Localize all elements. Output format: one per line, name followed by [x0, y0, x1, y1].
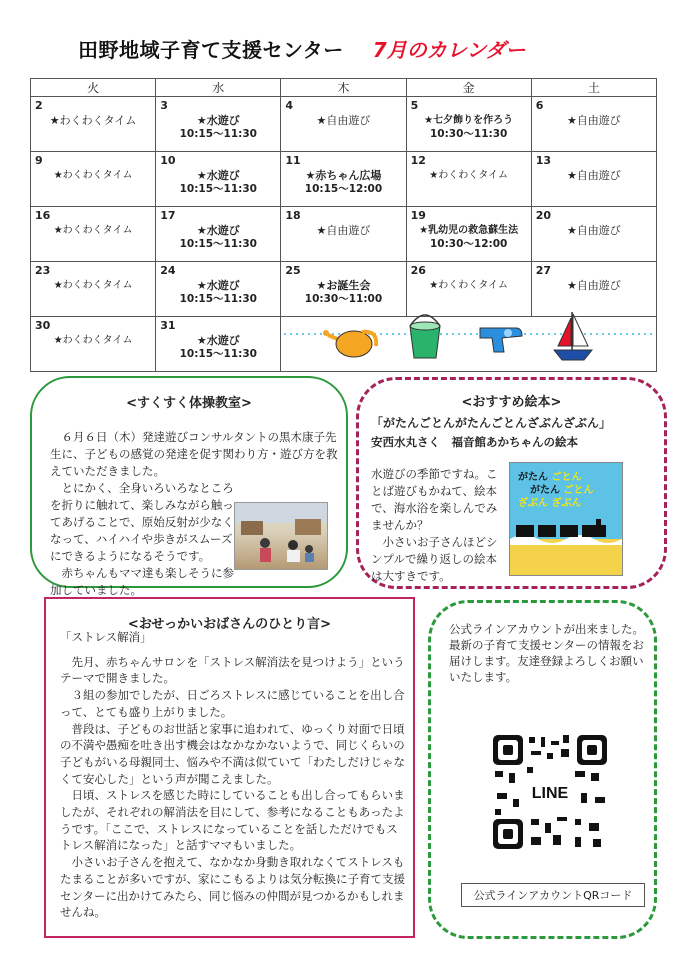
- calendar-day: [531, 152, 656, 207]
- calendar-week: [31, 97, 657, 152]
- calendar-day: [531, 97, 656, 152]
- day-event: ★赤ちゃん広場: [305, 169, 382, 182]
- summer-decorations: [282, 308, 657, 364]
- calendar-week: [31, 152, 657, 207]
- gym-paragraph: とにかく、全身いろいろなところを折りに触れて、楽しみながら触ってあげることで、原始反射が少なくなって、ハイハイや歩きがスムーズにできるようになるそうです。: [50, 481, 234, 563]
- calendar-day: [281, 207, 406, 262]
- book-panel: [356, 377, 667, 589]
- water-gun-icon: [480, 328, 522, 352]
- day-time: 10:15～11:30: [179, 348, 257, 360]
- calendar-day: [31, 262, 156, 317]
- calendar-week: [31, 207, 657, 262]
- weekday-fri: 金: [406, 79, 531, 97]
- book-panel-heading: <おすすめ絵本>: [461, 395, 562, 410]
- day-number: 5: [410, 99, 419, 112]
- day-number: 27: [535, 264, 552, 277]
- train-illustration: [510, 515, 622, 575]
- cover-word: がたん: [530, 485, 560, 496]
- day-event: ★わくわくタイム: [429, 280, 509, 291]
- calendar-day: [156, 207, 281, 262]
- calendar-day: [156, 152, 281, 207]
- day-number: 18: [285, 209, 301, 222]
- day-time: 10:15～11:30: [179, 183, 257, 195]
- calendar-day: [156, 317, 281, 372]
- day-number: 4: [285, 99, 294, 112]
- cover-word: ざぶん: [518, 498, 548, 509]
- day-event: ★わくわくタイム: [53, 225, 133, 236]
- weekday-tue: 火: [31, 79, 156, 97]
- day-number: 19: [410, 209, 426, 222]
- day-number: 13: [535, 154, 552, 167]
- day-time: 10:15～11:30: [179, 293, 257, 305]
- day-event: ★わくわくタイム: [53, 335, 133, 346]
- sailboat-icon: [554, 312, 592, 360]
- day-time: 10:30～11:00: [304, 293, 383, 305]
- line-account-panel: [428, 600, 657, 939]
- line-logo-text: LINE: [531, 785, 569, 802]
- gym-class-panel: [30, 376, 348, 597]
- day-event: ★自由遊び: [316, 224, 371, 237]
- calendar-day: [31, 207, 156, 262]
- day-event: ★自由遊び: [566, 279, 621, 292]
- column-paragraph: 普段は、子どものお世話と家事に追われて、ゆっくり対面で日頃の不満や愚痴を吐き出す機会はなかなかないようで、同じくらいの子どもがいる母親同士、悩みや不満は似ていて「わたしだけじゃなくて安心した」という声が聞こえました。: [60, 721, 405, 786]
- day-event: ★自由遊び: [316, 114, 371, 127]
- day-time: 10:30～12:00: [429, 238, 508, 250]
- day-number: 11: [285, 154, 301, 167]
- book-cover: [509, 462, 623, 576]
- gym-class-title: <すくすく体操教室>: [126, 396, 252, 411]
- calendar-day: [281, 97, 406, 152]
- book-paragraph: 小さいお子さんほどシンプルで繰り返しの絵本は大すきです。: [371, 535, 498, 583]
- column-paragraph: ３組の参加でしたが、日ごろストレスに感じていることを出し合って、とても盛り上がりました。: [60, 688, 405, 719]
- bucket-icon: [410, 315, 440, 358]
- day-event: ★わくわくタイム: [53, 280, 133, 291]
- day-event: ★自由遊び: [566, 224, 621, 237]
- day-number: 30: [35, 319, 51, 332]
- day-number: 10: [160, 154, 176, 167]
- day-time: 10:15～12:00: [304, 183, 383, 195]
- header: [78, 34, 525, 63]
- day-number: 17: [160, 209, 176, 222]
- calendar-day: [406, 152, 531, 207]
- weekday-wed: 水: [156, 79, 281, 97]
- book-paragraph: 水遊びの季節ですね。ことば遊びもかねて、絵本で、海水浴を楽しんでみませんか？: [371, 467, 498, 532]
- day-number: 9: [35, 154, 43, 167]
- day-event: ★自由遊び: [566, 114, 621, 127]
- weekday-header-row: [31, 79, 657, 97]
- book-body: [371, 466, 499, 585]
- line-qr-code[interactable]: [491, 733, 609, 851]
- day-event: ★七夕飾りを作ろう: [424, 115, 514, 126]
- day-number: 26: [410, 264, 426, 277]
- day-number: 24: [160, 264, 176, 277]
- center-name: 田野地域子育て支援センター: [78, 38, 344, 62]
- gym-paragraph: ６月６日（木）発達遊びコンサルタントの黒木康子先生に、子どもの感覚の発達を促す関わり方・遊び方を教えていただきました。: [50, 430, 338, 478]
- day-number: 25: [285, 264, 301, 277]
- cover-word: ごとん: [551, 472, 582, 483]
- weekday-sat: 土: [531, 79, 656, 97]
- calendar-day: [531, 207, 656, 262]
- book-author: 安西水丸さく 福音館あかちゃんの絵本: [371, 435, 578, 449]
- day-event: ★わくわくタイム: [49, 114, 137, 127]
- column-paragraph: 先月、赤ちゃんサロンを「ストレス解消法を見つけよう」というテーマで開きました。: [60, 654, 405, 686]
- day-time: 10:15～11:30: [179, 238, 257, 250]
- column-paragraph: 日頃、ストレスを感じた時にしていることも出し合ってもらいましたが、それぞれの解消法を目にして、参考になることもあったようです。「ここで、ストレスになっていることを話しただけでもストレス解消になった」と話すママもいました。: [60, 788, 405, 853]
- day-number: 20: [535, 209, 552, 222]
- day-number: 12: [410, 154, 426, 167]
- day-event: ★水遊び: [196, 224, 240, 237]
- gym-paragraph: 赤ちゃんもママ達も楽しそうに参加していました。: [50, 566, 234, 597]
- day-time: 10:15～11:30: [179, 128, 257, 140]
- day-event: ★水遊び: [196, 114, 240, 127]
- column-heading: <おせっかいおばさんのひとり言>: [127, 617, 332, 632]
- calendar-day: [406, 207, 531, 262]
- day-event: ★乳幼児の救急蘇生法: [419, 225, 519, 236]
- calendar-day: [31, 317, 156, 372]
- day-number: 31: [160, 319, 176, 332]
- calendar-day: [156, 262, 281, 317]
- day-event: ★わくわくタイム: [429, 170, 509, 181]
- day-event: ★わくわくタイム: [53, 170, 133, 181]
- day-time: 10:30～11:30: [429, 128, 508, 140]
- day-event: ★水遊び: [196, 279, 240, 292]
- classroom-photo: [234, 502, 328, 570]
- column-panel: [44, 597, 415, 938]
- qr-caption: 公式ラインアカウントQRコード: [461, 883, 645, 907]
- line-account-text: 公式ラインアカウントが出来ました。最新の子育て支援センターの情報をお届けします。友達登録よろしくお願いいたします。: [449, 622, 645, 684]
- column-body: [60, 629, 405, 921]
- calendar-day: [281, 152, 406, 207]
- cover-word: ごとん: [563, 485, 594, 496]
- month-title: 7月のカレンダー: [372, 38, 526, 62]
- column-paragraph: 小さいお子さんを抱えて、なかなか身動き取れなくてストレスもたまることが多いですが、家にこもるよりは気分転換に子育て支援センターに出かけてみたら、同じ悩みの仲間が見つかるかもしれませんね。: [60, 855, 405, 920]
- cover-word: がたん: [518, 472, 548, 483]
- calendar-day: [406, 97, 531, 152]
- column-subtitle: 「ストレス解消」: [60, 630, 152, 644]
- day-event: ★水遊び: [196, 334, 240, 347]
- day-event: ★自由遊び: [566, 169, 621, 182]
- calendar-day: [31, 152, 156, 207]
- day-number: 2: [35, 99, 43, 112]
- calendar-day: [156, 97, 281, 152]
- day-number: 16: [35, 209, 51, 222]
- day-number: 3: [160, 99, 168, 112]
- weekday-thu: 木: [281, 79, 406, 97]
- day-event: ★水遊び: [196, 169, 240, 182]
- calendar-day: [31, 97, 156, 152]
- day-number: 23: [35, 264, 51, 277]
- book-title: 「がたんごとんがたんごとんざぶんざぶん」: [371, 416, 612, 430]
- day-number: 6: [535, 99, 544, 112]
- cover-word: ざぶん: [551, 498, 582, 509]
- day-event: ★お誕生会: [316, 279, 371, 292]
